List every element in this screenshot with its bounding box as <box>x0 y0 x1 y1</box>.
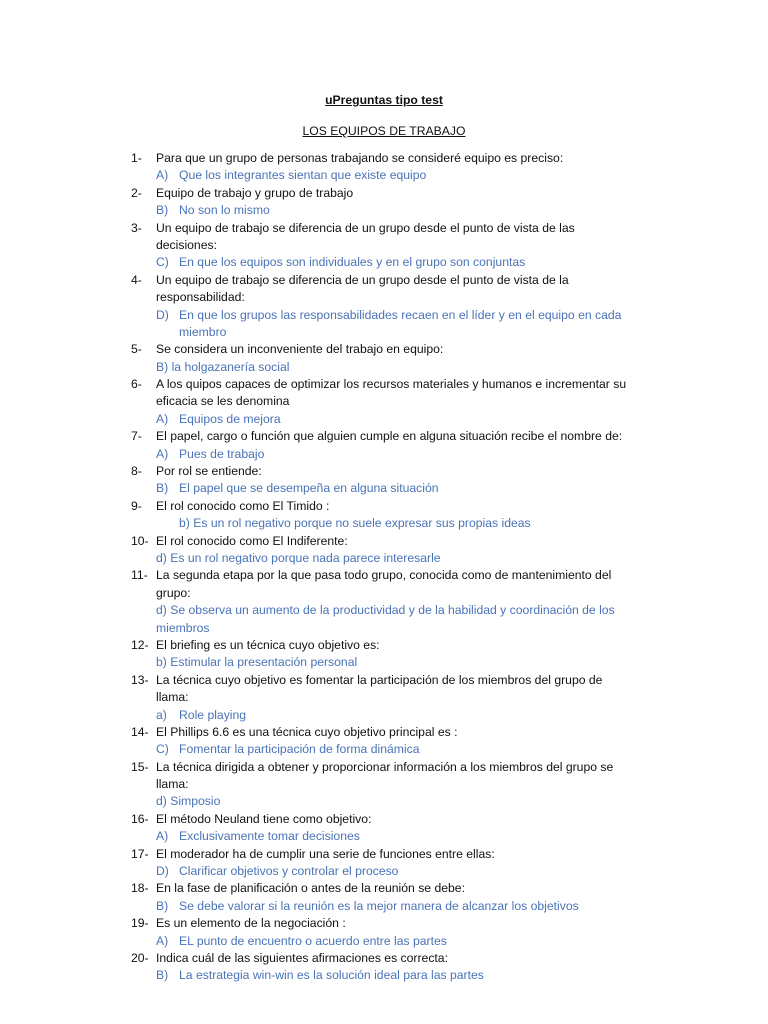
answer-text: miembro <box>179 324 227 339</box>
question-11 <box>0 567 768 584</box>
answer-letter: B) <box>156 898 169 913</box>
answer-11 <box>0 602 768 619</box>
question-text: Por rol se entiende: <box>156 464 262 479</box>
answer-16 <box>0 828 768 845</box>
question-2 <box>0 185 768 202</box>
question-number: 16- <box>131 811 149 826</box>
answer-12 <box>0 654 768 671</box>
question-text: El Phillips 6.6 es una técnica cuyo objetivo principal es : <box>156 724 458 739</box>
question-number: 14- <box>131 724 149 739</box>
question-text: La segunda etapa por la que pasa todo grupo, conocida como de mantenimiento del <box>156 568 612 583</box>
question-text: Se considera un inconveniente del trabajo en equipo: <box>156 342 444 357</box>
question-text: Es un elemento de la negociación : <box>156 916 346 931</box>
page-title: uPreguntas tipo test <box>325 93 443 107</box>
answer-11-cont <box>0 620 768 637</box>
question-text: llama: <box>156 777 189 792</box>
question-text: decisiones: <box>156 237 217 252</box>
answer-text: b) Es un rol negativo porque no suele expresar sus propias ideas <box>179 516 531 531</box>
question-number: 19- <box>131 916 149 931</box>
answer-text: No son lo mismo <box>179 203 270 218</box>
answer-9 <box>0 515 768 532</box>
question-text: El rol conocido como El Timido : <box>156 498 330 513</box>
question-number: 20- <box>131 950 149 965</box>
answer-1 <box>0 167 768 184</box>
answer-14 <box>0 741 768 758</box>
question-11-cont <box>0 585 768 602</box>
question-text: En la fase de planificación o antes de la reunión se debe: <box>156 881 465 896</box>
answer-4 <box>0 307 768 324</box>
answer-text: Role playing <box>179 707 247 722</box>
question-text: La técnica dirigida a obtener y proporcionar información a los miembros del grupo se <box>156 759 614 774</box>
question-18 <box>0 880 768 897</box>
answer-13 <box>0 707 768 724</box>
question-number: 3- <box>131 220 142 235</box>
answer-letter: C) <box>156 255 169 270</box>
question-text: Indica cuál de las siguientes afirmaciones es correcta: <box>156 950 448 965</box>
question-14 <box>0 724 768 741</box>
answer-text: b) Estimular la presentación personal <box>156 655 358 670</box>
answer-text: Se debe valorar si la reunión es la mejor manera de alcanzar los objetivos <box>179 898 579 913</box>
question-16 <box>0 811 768 828</box>
answer-letter: A) <box>156 933 169 948</box>
answer-text: Pues de trabajo <box>179 446 265 461</box>
question-6-cont <box>0 393 768 410</box>
question-19 <box>0 915 768 932</box>
answer-text: d) Simposio <box>156 794 221 809</box>
question-text: El rol conocido como El Indiferente: <box>156 533 348 548</box>
question-text: Para que un grupo de personas trabajando se consideré equipo es preciso: <box>156 151 564 165</box>
answer-text: EL punto de encuentro o acuerdo entre las partes <box>179 933 447 948</box>
question-number: 15- <box>131 759 149 774</box>
question-text: eficacia se les denomina <box>156 394 290 409</box>
answer-4-cont <box>0 324 768 341</box>
answer-letter: C) <box>156 742 169 757</box>
answer-7 <box>0 446 768 463</box>
question-13 <box>0 672 768 689</box>
answer-text: En que los grupos las responsabilidades recaen en el líder y en el equipo en cada <box>179 307 622 322</box>
question-4 <box>0 272 768 289</box>
answer-text: Fomentar la participación de forma dinámica <box>179 742 420 757</box>
answer-15 <box>0 793 768 810</box>
question-number: 12- <box>131 637 149 652</box>
question-number: 8- <box>131 464 142 479</box>
question-number: 11- <box>131 568 148 583</box>
question-text: La técnica cuyo objetivo es fomentar la participación de los miembros del grupo de <box>156 672 603 687</box>
question-text: Un equipo de trabajo se diferencia de un grupo desde el punto de vista de las <box>156 220 575 235</box>
question-number: 7- <box>131 429 142 444</box>
question-10 <box>0 533 768 550</box>
question-4-cont <box>0 289 768 306</box>
answer-5 <box>0 359 768 376</box>
answer-text: Equipos de mejora <box>179 411 281 426</box>
answer-text: d) Se observa un aumento de la productividad y de la habilidad y coordinación de los <box>156 603 615 618</box>
page-subtitle: LOS EQUIPOS DE TRABAJO <box>302 124 466 138</box>
question-text: llama: <box>156 690 189 705</box>
answer-letter: B) <box>156 203 169 218</box>
question-12 <box>0 637 768 654</box>
answer-10 <box>0 550 768 567</box>
answer-letter: D) <box>156 864 169 879</box>
answer-letter: a) <box>156 707 167 722</box>
question-15 <box>0 759 768 776</box>
question-number: 5- <box>131 342 142 357</box>
question-15-cont <box>0 776 768 793</box>
question-number: 6- <box>131 377 142 392</box>
answer-20 <box>0 967 768 984</box>
question-text: El método Neuland tiene como objetivo: <box>156 811 372 826</box>
question-20 <box>0 950 768 967</box>
question-text: El papel, cargo o función que alguien cumple en alguna situación recibe el nombre de: <box>156 429 623 444</box>
question-9 <box>0 498 768 515</box>
question-list <box>0 150 768 985</box>
question-17 <box>0 846 768 863</box>
question-8 <box>0 463 768 480</box>
answer-text: El papel que se desempeña en alguna situación <box>179 481 439 496</box>
answer-text: B) la holgazanería social <box>156 359 290 374</box>
answer-18 <box>0 898 768 915</box>
answer-letter: A) <box>156 168 169 183</box>
question-number: 17- <box>131 846 149 861</box>
answer-letter: A) <box>156 446 169 461</box>
question-3 <box>0 220 768 237</box>
question-text: El moderador ha de cumplir una serie de funciones entre ellas: <box>156 846 495 861</box>
question-number: 13- <box>131 672 149 687</box>
question-number: 1- <box>131 151 142 165</box>
answer-text: miembros <box>156 620 210 635</box>
answer-2 <box>0 202 768 219</box>
question-text: Un equipo de trabajo se diferencia de un grupo desde el punto de vista de la <box>156 272 569 287</box>
question-7 <box>0 428 768 445</box>
question-6 <box>0 376 768 393</box>
question-text: El briefing es un técnica cuyo objetivo es: <box>156 637 380 652</box>
question-13-cont <box>0 689 768 706</box>
answer-text: Exclusivamente tomar decisiones <box>179 829 360 844</box>
question-number: 10- <box>131 533 149 548</box>
answer-letter: B) <box>156 968 169 983</box>
question-number: 4- <box>131 272 142 287</box>
question-text: Equipo de trabajo y grupo de trabajo <box>156 185 354 200</box>
answer-letter: D) <box>156 307 169 322</box>
answer-text: Que los integrantes sientan que existe equipo <box>179 168 427 183</box>
question-number: 9- <box>131 498 142 513</box>
answer-letter: A) <box>156 411 169 426</box>
answer-6 <box>0 411 768 428</box>
answer-text: La estrategia win-win es la solución ideal para las partes <box>179 968 484 983</box>
answer-text: d) Es un rol negativo porque nada parece interesarle <box>156 550 441 565</box>
answer-3 <box>0 254 768 271</box>
question-text: A los quipos capaces de optimizar los recursos materiales y humanos e incrementar su <box>156 377 627 392</box>
question-1 <box>0 150 768 167</box>
answer-letter: B) <box>156 481 169 496</box>
question-3-cont <box>0 237 768 254</box>
question-number: 2- <box>131 185 142 200</box>
question-5 <box>0 341 768 358</box>
question-number: 18- <box>131 881 149 896</box>
answer-19 <box>0 933 768 950</box>
answer-text: Clarificar objetivos y controlar el proceso <box>179 864 399 879</box>
answer-17 <box>0 863 768 880</box>
question-text: responsabilidad: <box>156 290 245 305</box>
answer-text: En que los equipos son individuales y en el grupo son conjuntas <box>179 255 526 270</box>
answer-letter: A) <box>156 829 169 844</box>
answer-8 <box>0 480 768 497</box>
question-text: grupo: <box>156 585 191 600</box>
